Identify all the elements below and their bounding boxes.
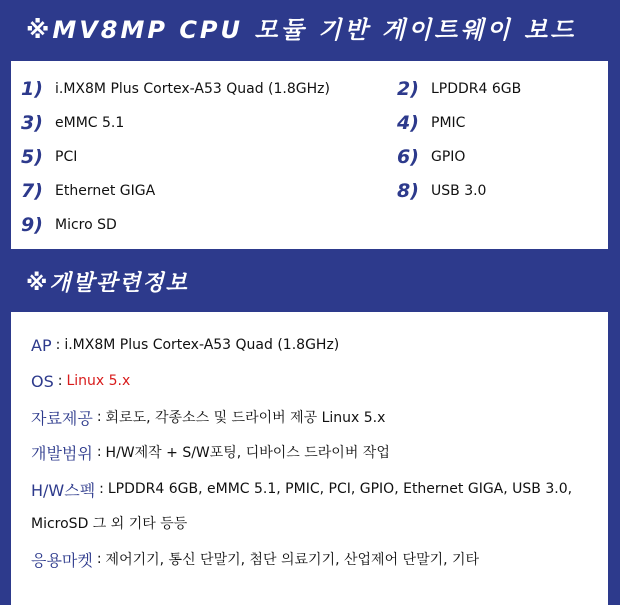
info-label: 응용마켓 [31, 550, 93, 570]
info-value: 회로도, 각종소스 및 드라이버 제공 Linux 5.x [105, 410, 386, 426]
section1-title: ※MV8MP CPU 모듈 기반 게이트웨이 보드 [26, 16, 577, 44]
info-row-hw-spec [31, 477, 572, 501]
info-separator: : [99, 481, 104, 497]
spec-item [21, 179, 155, 203]
info-label: 자료제공 [31, 408, 93, 428]
spec-item-number: 2) [397, 78, 419, 100]
info-value-continued: MicroSD 그 외 기타 등등 [31, 516, 188, 532]
info-label: OS [31, 371, 54, 391]
spec-item-text: Micro SD [55, 217, 117, 233]
info-row-os [31, 369, 130, 393]
spec-item-number: 7) [21, 180, 43, 202]
spec-item [21, 111, 124, 135]
info-label: 개발범위 [31, 443, 93, 463]
spec-item-number: 4) [397, 112, 419, 134]
info-separator: : [55, 337, 61, 353]
spec-item-number: 3) [21, 112, 43, 134]
info-separator: : [96, 409, 102, 425]
spec-item-number: 8) [397, 180, 419, 202]
section2-title: ※개발관련정보 [26, 271, 189, 296]
spec-item [397, 179, 486, 203]
info-separator: : [96, 551, 102, 567]
info-row-ap [31, 333, 339, 357]
spec-item-text: GPIO [431, 149, 466, 165]
info-value: i.MX8M Plus Cortex-A53 Quad (1.8GHz) [64, 337, 340, 353]
info-label: H/W스펙 [31, 480, 96, 500]
spec-item-number: 6) [397, 146, 419, 168]
spec-item [21, 213, 117, 237]
spec-item-text: USB 3.0 [431, 183, 487, 199]
spec-item [397, 77, 521, 101]
info-value: H/W제작 + S/W포팅, 디바이스 드라이버 작업 [105, 445, 390, 461]
info-row-resources [31, 405, 385, 429]
info-row-applications [31, 547, 479, 571]
spec-item-text: eMMC 5.1 [55, 115, 125, 131]
spec-item [21, 77, 330, 101]
spec-item-text: Ethernet GIGA [55, 183, 156, 199]
info-value: Linux 5.x [66, 373, 131, 389]
spec-item [21, 145, 77, 169]
spec-item-number: 9) [21, 214, 43, 236]
dev-info-panel [11, 312, 608, 605]
spec-item-text: LPDDR4 6GB [431, 81, 522, 97]
info-label: AP [31, 335, 52, 355]
spec-item [397, 111, 465, 135]
spec-item-number: 5) [21, 146, 43, 168]
spec-item-text: i.MX8M Plus Cortex-A53 Quad (1.8GHz) [55, 81, 330, 97]
spec-list-panel [11, 61, 608, 249]
spec-item-number: 1) [21, 78, 43, 100]
info-separator: : [57, 373, 63, 389]
info-value: LPDDR4 6GB, eMMC 5.1, PMIC, PCI, GPIO, Ethernet GIGA, USB 3.0, [107, 481, 573, 497]
spec-item-text: PMIC [431, 115, 466, 131]
info-row-dev-scope [31, 440, 390, 464]
info-value: 제어기기, 통신 단말기, 첨단 의료기기, 산업제어 단말기, 기타 [105, 552, 480, 568]
info-separator: : [96, 444, 102, 460]
spec-item [397, 145, 465, 169]
info-row-hw-spec-continued [31, 511, 187, 535]
spec-item-text: PCI [55, 149, 78, 165]
